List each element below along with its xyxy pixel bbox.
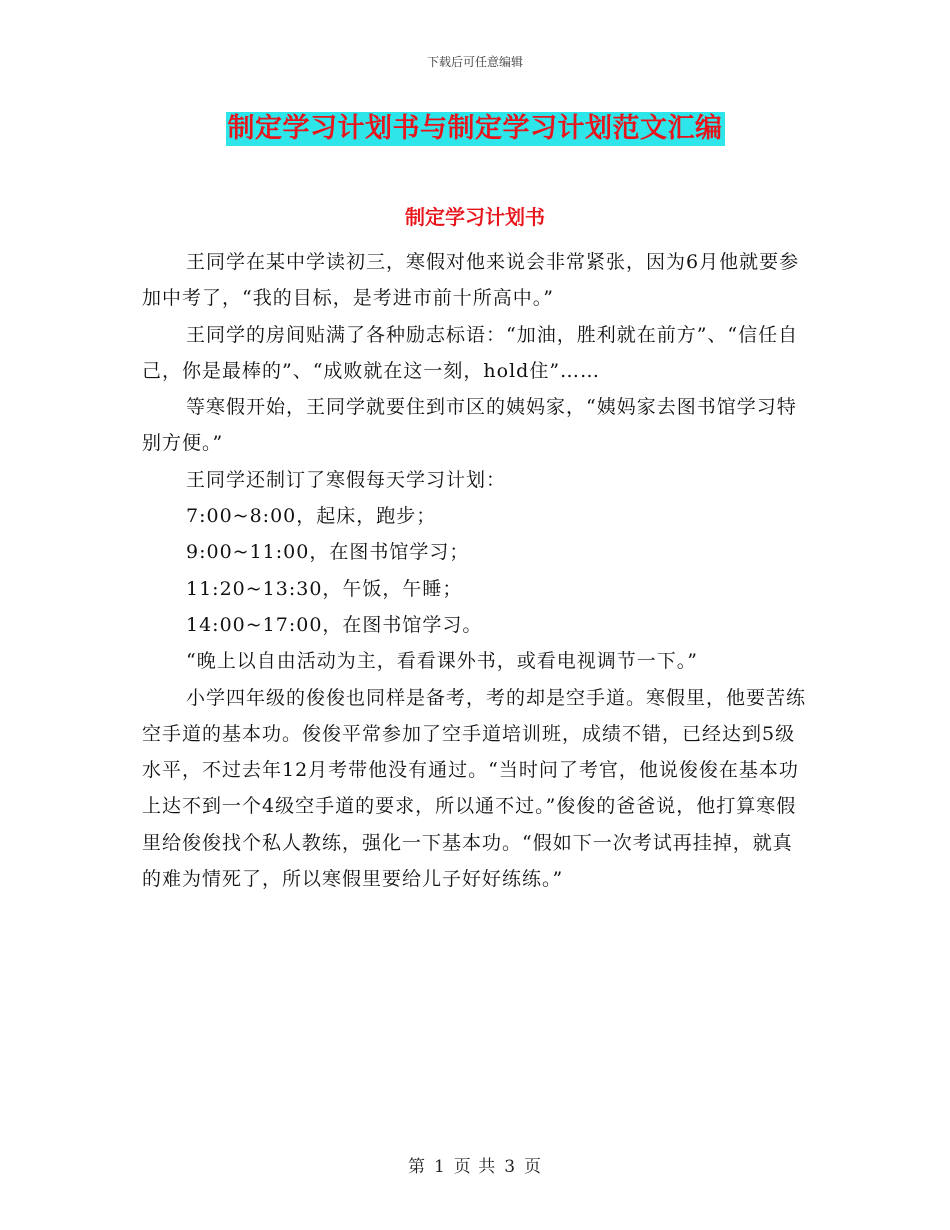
main-title: 制定学习计划书与制定学习计划范文汇编 <box>227 113 723 144</box>
schedule-item: 7:00~8:00，起床，跑步； <box>186 505 437 528</box>
footer-page-number: 1 <box>433 1157 446 1177</box>
paragraph: 等寒假开始，王同学就要住到市区的姨妈家，“姨妈家去图书馆学习特别方便。” <box>142 396 797 455</box>
footer-total-pages: 3 <box>504 1157 517 1177</box>
page-footer <box>0 1152 950 1177</box>
paragraph: 小学四年级的俊俊也同样是备考，考的却是空手道。寒假里，他要苦练空手道的基本功。俊俊平常参加了空手道培训班，成绩不错，已经达到5级水平，不过去年12月考带他没有通过。“当时问了考官，他说俊俊在基本功上达不到一个4级空手道的要求，所以通不过。”俊俊的爸爸说，他打算寒假里给俊俊找个私人教练，强化一下基本功。“假如下一次考试再挂掉，就真的难为情死了，所以寒假里要给儿子好好练练。” <box>142 686 807 891</box>
footer-prefix: 第 <box>407 1157 426 1177</box>
paragraph: “晚上以自由活动为主，看看课外书，或看电视调节一下。” <box>186 650 698 673</box>
schedule-item: 14:00~17:00，在图书馆学习。 <box>186 613 483 636</box>
schedule-item: 9:00~11:00，在图书馆学习； <box>186 541 470 564</box>
paragraph: 王同学还制订了寒假每天学习计划： <box>186 468 507 491</box>
main-title-wrap <box>0 112 950 146</box>
paragraph: 王同学的房间贴满了各种励志标语：“加油，胜利就在前方”、“信任自己，你是最棒的”、“成败就在这一刻，hold住”…… <box>142 323 799 382</box>
body-text <box>142 244 812 897</box>
section-title: 制定学习计划书 <box>405 205 545 229</box>
footer-suffix: 页 <box>524 1157 543 1177</box>
paragraph: 王同学在某中学读初三，寒假对他来说会非常紧张，因为6月他就要参加中考了，“我的目标，是考进市前十所高中。” <box>142 251 800 310</box>
header-note: 下载后可任意编辑 <box>426 55 523 69</box>
schedule-item: 11:20~13:30，午饭，午睡； <box>186 577 463 600</box>
footer-middle: 页 共 <box>453 1157 497 1177</box>
